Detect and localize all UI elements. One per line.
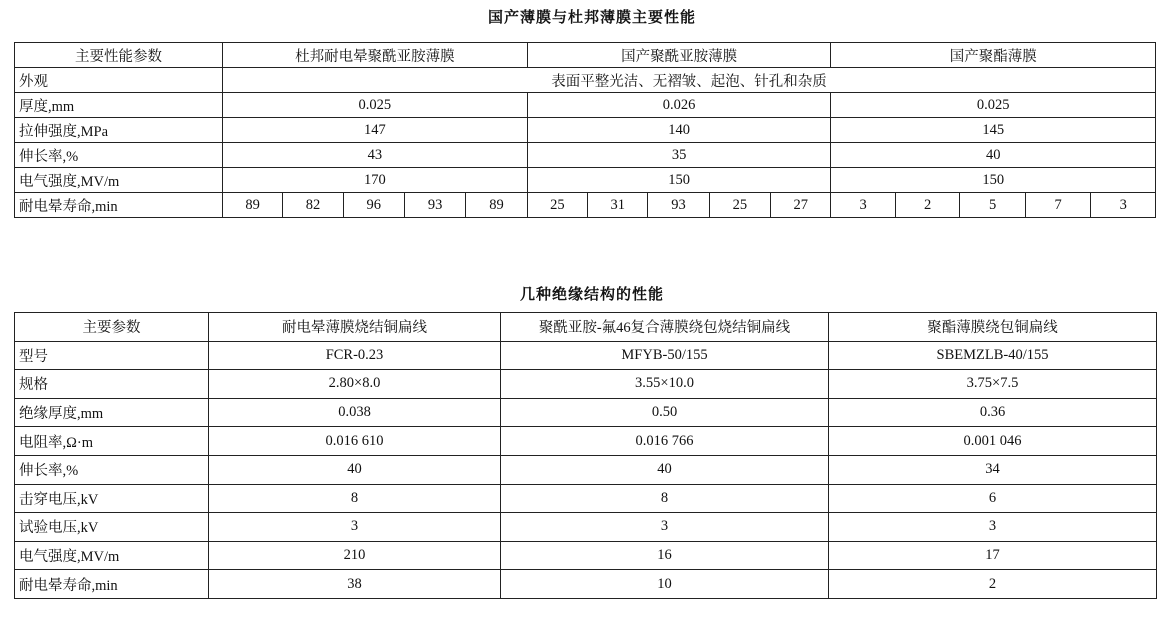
row-label: 规格 <box>15 370 209 399</box>
table-cell: 40 <box>831 143 1156 168</box>
table-cell: 25 <box>709 193 770 218</box>
table-row <box>15 193 1156 218</box>
table2-title: 几种绝缘结构的性能 <box>519 285 664 303</box>
table-cell: 25 <box>527 193 587 218</box>
row-label: 外观 <box>15 68 223 93</box>
header-cell: 主要参数 <box>15 313 209 342</box>
table-row <box>15 143 1156 168</box>
table-cell: 7 <box>1025 193 1091 218</box>
table-row <box>15 68 1156 93</box>
table-cell: 34 <box>829 455 1157 484</box>
row-label: 电气强度,MV/m <box>15 541 209 570</box>
table-cell: 27 <box>771 193 831 218</box>
table-cell: 35 <box>527 143 831 168</box>
table-cell: 3 <box>209 513 501 542</box>
table-cell: MFYB-50/155 <box>501 341 829 370</box>
table-cell: 0.36 <box>829 398 1157 427</box>
table-cell: 0.016 766 <box>501 427 829 456</box>
table-cell: 5 <box>960 193 1026 218</box>
table-header-row <box>15 43 1156 68</box>
table-row <box>15 398 1157 427</box>
insulation-structure-table <box>14 312 1157 599</box>
table-cell: 3 <box>1091 193 1156 218</box>
table-cell: 2 <box>895 193 959 218</box>
table-cell: 8 <box>209 484 501 513</box>
header-cell: 耐电晕薄膜烧结铜扁线 <box>209 313 501 342</box>
table-cell: 93 <box>404 193 465 218</box>
table-cell: 31 <box>588 193 648 218</box>
table-cell: 2.80×8.0 <box>209 370 501 399</box>
row-label: 试验电压,kV <box>15 513 209 542</box>
table-cell: 38 <box>209 570 501 599</box>
table-cell: 0.001 046 <box>829 427 1157 456</box>
table-cell: 93 <box>648 193 709 218</box>
table-cell: 3 <box>501 513 829 542</box>
header-cell: 国产聚酯薄膜 <box>831 43 1156 68</box>
table-row <box>15 513 1157 542</box>
table-row <box>15 370 1157 399</box>
table-cell: 10 <box>501 570 829 599</box>
table-cell: 140 <box>527 118 831 143</box>
row-label: 电阻率,Ω·m <box>15 427 209 456</box>
table-cell: 147 <box>223 118 528 143</box>
table-row <box>15 541 1157 570</box>
table-cell: FCR-0.23 <box>209 341 501 370</box>
table-cell: 2 <box>829 570 1157 599</box>
table-cell: 145 <box>831 118 1156 143</box>
table-header-row <box>15 313 1157 342</box>
row-label: 拉伸强度,MPa <box>15 118 223 143</box>
table-cell: 3.75×7.5 <box>829 370 1157 399</box>
table-cell: 表面平整光洁、无褶皱、起泡、针孔和杂质 <box>223 68 1156 93</box>
table-cell: 0.016 610 <box>209 427 501 456</box>
table-cell: 0.025 <box>223 93 528 118</box>
table1-title: 国产薄膜与杜邦薄膜主要性能 <box>487 8 696 26</box>
table-row <box>15 455 1157 484</box>
row-label: 伸长率,% <box>15 455 209 484</box>
table-cell: 3 <box>829 513 1157 542</box>
table-cell: 40 <box>501 455 829 484</box>
row-label: 击穿电压,kV <box>15 484 209 513</box>
table-cell: 3.55×10.0 <box>501 370 829 399</box>
table-cell: 89 <box>223 193 283 218</box>
row-label: 型号 <box>15 341 209 370</box>
table-cell: 0.50 <box>501 398 829 427</box>
film-performance-table <box>14 42 1156 218</box>
table-cell: 0.038 <box>209 398 501 427</box>
table-row <box>15 427 1157 456</box>
table-row <box>15 93 1156 118</box>
table-cell: 3 <box>831 193 895 218</box>
table-cell: 40 <box>209 455 501 484</box>
table-cell: 96 <box>343 193 404 218</box>
table-row <box>15 118 1156 143</box>
table-row <box>15 168 1156 193</box>
table-row <box>15 570 1157 599</box>
table-cell: 150 <box>527 168 831 193</box>
row-label: 电气强度,MV/m <box>15 168 223 193</box>
table-row <box>15 341 1157 370</box>
table-cell: 8 <box>501 484 829 513</box>
row-label: 伸长率,% <box>15 143 223 168</box>
table-cell: 150 <box>831 168 1156 193</box>
table-cell: 16 <box>501 541 829 570</box>
table-cell: 0.025 <box>831 93 1156 118</box>
table-cell: 43 <box>223 143 528 168</box>
row-label: 绝缘厚度,mm <box>15 398 209 427</box>
table-cell: 17 <box>829 541 1157 570</box>
row-label: 耐电晕寿命,min <box>15 570 209 599</box>
table-cell: 89 <box>466 193 527 218</box>
header-cell: 国产聚酰亚胺薄膜 <box>527 43 831 68</box>
table-cell: 0.026 <box>527 93 831 118</box>
header-cell: 聚酰亚胺-氟46复合薄膜绕包烧结铜扁线 <box>501 313 829 342</box>
table-row <box>15 484 1157 513</box>
row-label: 厚度,mm <box>15 93 223 118</box>
table-cell: SBEMZLB-40/155 <box>829 341 1157 370</box>
table-cell: 210 <box>209 541 501 570</box>
table-cell: 6 <box>829 484 1157 513</box>
header-cell: 主要性能参数 <box>15 43 223 68</box>
table-cell: 170 <box>223 168 528 193</box>
table-cell: 82 <box>283 193 343 218</box>
row-label: 耐电晕寿命,min <box>15 193 223 218</box>
header-cell: 聚酯薄膜绕包铜扁线 <box>829 313 1157 342</box>
header-cell: 杜邦耐电晕聚酰亚胺薄膜 <box>223 43 528 68</box>
